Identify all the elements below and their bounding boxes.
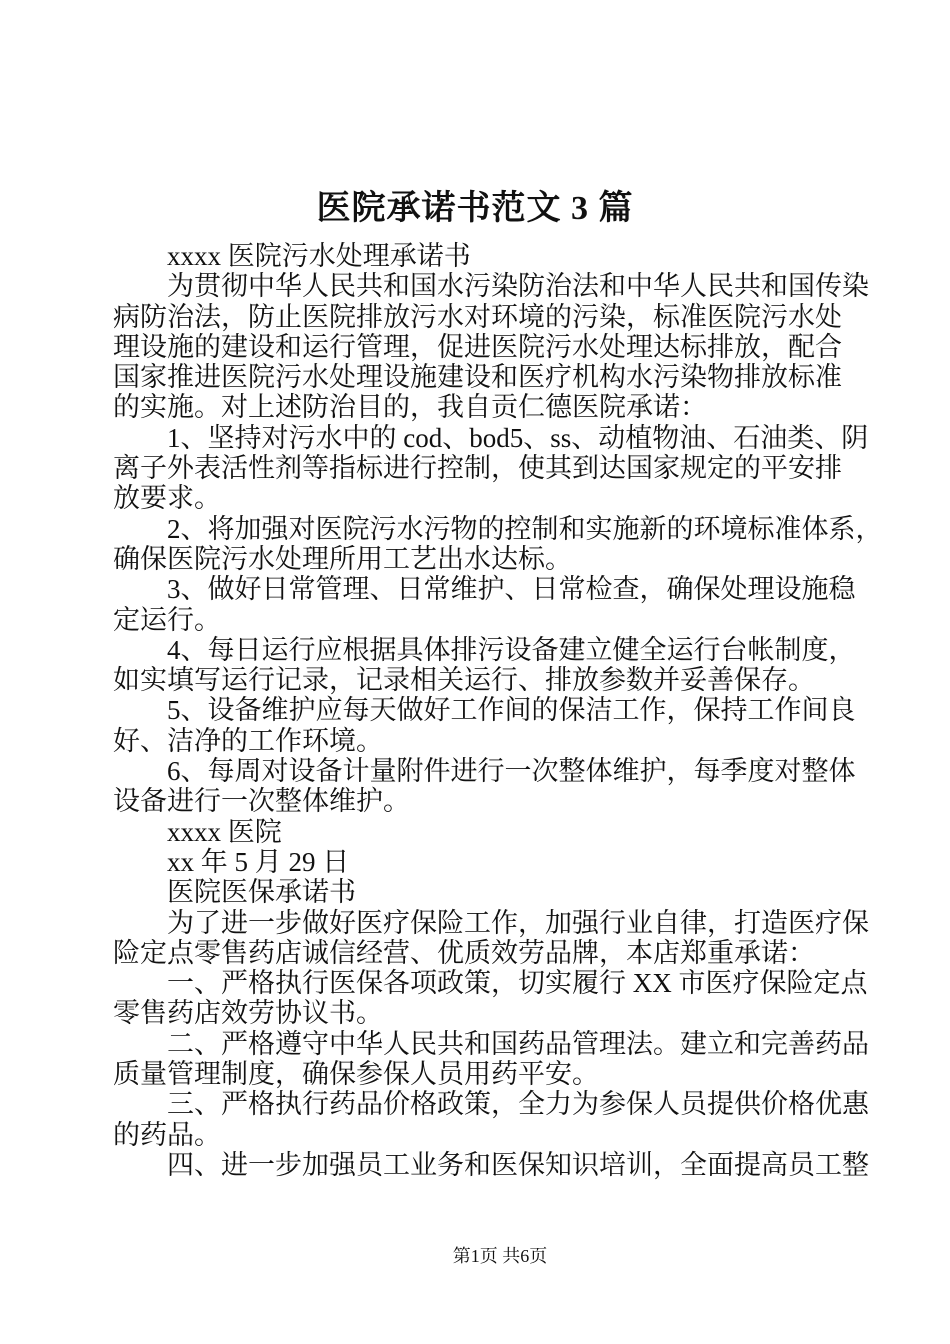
- text-line: 好、洁净的工作环境。: [113, 725, 383, 756]
- text-line: 6、每周对设备计量附件进行一次整体维护，每季度对整体: [167, 756, 856, 787]
- text-line: 5、设备维护应每天做好工作间的保洁工作，保持工作间良: [167, 695, 856, 726]
- text-line: 理设施的建设和运行管理，促进医院污水处理达标排放，配合: [113, 331, 842, 362]
- text-line: 的实施。对上述防治目的，我自贡仁德医院承诺：: [113, 392, 707, 423]
- text-line: 为了进一步做好医疗保险工作，加强行业自律，打造医疗保: [167, 907, 869, 938]
- text-line: 一、严格执行医保各项政策，切实履行 XX 市医疗保险定点: [167, 968, 868, 999]
- text-line: 1、坚持对污水中的 cod、bod5、ss、动植物油、石油类、阴: [167, 422, 869, 453]
- text-line: 4、每日运行应根据具体排污设备建立健全运行台帐制度，: [167, 634, 856, 665]
- text-line: 3、做好日常管理、日常维护、日常检查，确保处理设施稳: [167, 574, 856, 605]
- page-number-footer: 第1页 共6页: [452, 1246, 548, 1266]
- text-line: 设备进行一次整体维护。: [113, 786, 410, 817]
- text-line: 质量管理制度，确保参保人员用药平安。: [113, 1059, 599, 1090]
- text-line: 医院医保承诺书: [167, 877, 356, 908]
- text-line: 确保医院污水处理所用工艺出水达标。: [113, 543, 572, 574]
- text-line: 险定点零售药店诚信经营、优质效劳品牌，本店郑重承诺：: [113, 937, 815, 968]
- text-line: 零售药店效劳协议书。: [113, 998, 383, 1029]
- text-line: 病防治法，防止医院排放污水对环境的污染，标准医院污水处: [113, 301, 842, 332]
- text-line: 定运行。: [113, 604, 221, 635]
- text-line: 二、严格遵守中华人民共和国药品管理法。建立和完善药品: [167, 1028, 869, 1059]
- text-line: 的药品。: [113, 1119, 221, 1150]
- document-title: 医院承诺书范文 3 篇: [316, 190, 634, 227]
- text-line: 离子外表活性剂等指标进行控制，使其到达国家规定的平安排: [113, 453, 842, 484]
- text-line: 国家推进医院污水处理设施建设和医疗机构水污染物排放标准: [113, 362, 842, 393]
- text-line: xxxx 医院污水处理承诺书: [167, 241, 471, 271]
- text-line: 如实填写运行记录，记录相关运行、排放参数并妥善保存。: [113, 665, 815, 696]
- text-line: 为贯彻中华人民共和国水污染防治法和中华人民共和国传染: [167, 271, 869, 302]
- text-line: 四、进一步加强员工业务和医保知识培训，全面提高员工整: [167, 1149, 869, 1180]
- text-line: xx 年 5 月 29 日: [167, 846, 350, 877]
- text-line: 三、严格执行药品价格政策，全力为参保人员提供价格优惠: [167, 1089, 869, 1120]
- text-line: 放要求。: [113, 483, 221, 514]
- text-line: 2、将加强对医院污水污物的控制和实施新的环境标准体系，: [167, 513, 883, 544]
- document-body: [113, 241, 883, 1180]
- text-line: xxxx 医院: [167, 816, 282, 847]
